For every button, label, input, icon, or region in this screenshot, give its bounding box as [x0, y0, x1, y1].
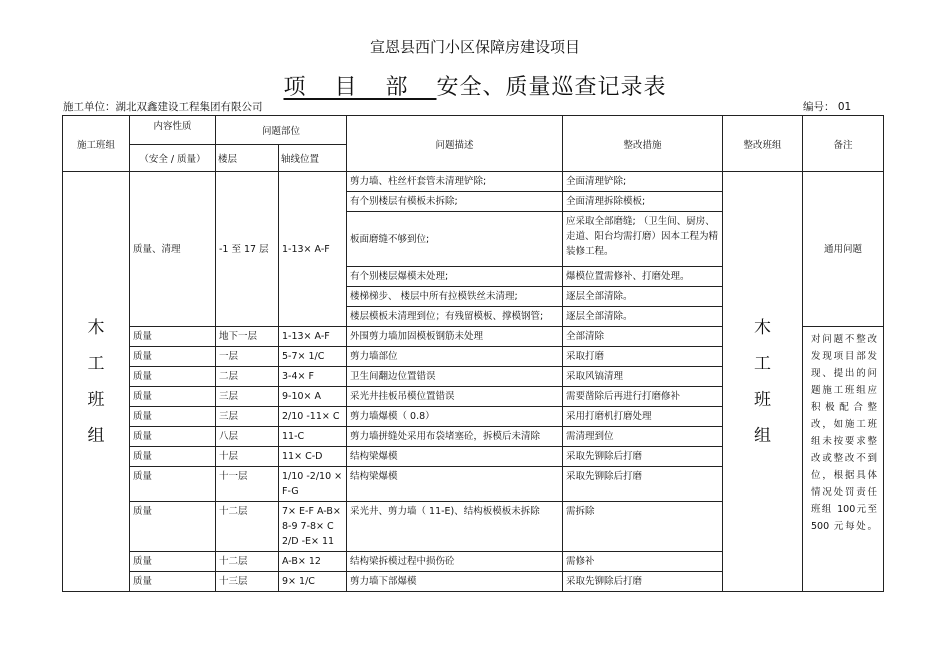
- group-nature: 质量、清理: [130, 172, 216, 327]
- row-measure: 采取风镐清理: [563, 367, 723, 387]
- row-nature: 质量: [130, 367, 216, 387]
- row-desc: 采光井、剪力墙（ 11-E)、结构板模板未拆除: [347, 502, 563, 552]
- col-floor: 楼层: [216, 145, 279, 172]
- row-nature: 质量: [130, 347, 216, 367]
- row-measure: 全部清除: [563, 327, 723, 347]
- row-measure: 采取先铆除后打磨: [563, 447, 723, 467]
- row-nature: 质量: [130, 447, 216, 467]
- row-desc: 剪力墙部位: [347, 347, 563, 367]
- row-nature: 质量: [130, 407, 216, 427]
- fix-measure: 爆模位置需修补、打磨处理。: [563, 267, 723, 287]
- fix-measure: 全面清理铲除;: [563, 172, 723, 192]
- group-floor: -1 至 17 层: [216, 172, 279, 327]
- row-desc: 外围剪力墙加固模板钢筋未处理: [347, 327, 563, 347]
- fix-team-char: 工: [754, 353, 772, 374]
- fix-team-char: 组: [754, 425, 772, 446]
- col-measure: 整改措施: [563, 116, 723, 172]
- col-desc: 问题描述: [347, 116, 563, 172]
- row-floor: 八层: [216, 427, 279, 447]
- row-axis: 9-10× A: [279, 387, 347, 407]
- row-axis: 5-7× 1/C: [279, 347, 347, 367]
- row-axis: 9× 1/C: [279, 572, 347, 592]
- row-nature: 质量: [130, 327, 216, 347]
- team-name-cell: [63, 172, 130, 592]
- col-fix-team: 整改班组: [723, 116, 803, 172]
- row-floor: 地下一层: [216, 327, 279, 347]
- row-axis: 11× C-D: [279, 447, 347, 467]
- team-char: 班: [87, 389, 105, 410]
- row-axis: 1-13× A-F: [279, 327, 347, 347]
- row-measure: 采取先铆除后打磨: [563, 572, 723, 592]
- row-desc: 剪力墙拼缝处采用布袋堵塞砼，拆模后未清除: [347, 427, 563, 447]
- page-title: [0, 70, 950, 101]
- team-char: 组: [87, 425, 105, 446]
- col-nature: 内容性质: [130, 116, 216, 145]
- issue-desc: 楼层模板未清理到位；有残留模板、撑模钢管;: [347, 307, 563, 327]
- team-char: 工: [87, 353, 105, 374]
- row-desc: 剪力墙下部爆模: [347, 572, 563, 592]
- row-desc: 结构梁拆模过程中损伤砼: [347, 552, 563, 572]
- row-desc: 剪力墙爆模（ 0.8）: [347, 407, 563, 427]
- row-desc: 采光井挂板吊模位置错误: [347, 387, 563, 407]
- row-measure: 采取打磨: [563, 347, 723, 367]
- row-measure: 采取先铆除后打磨: [563, 467, 723, 502]
- remark-penalty: 对问题不整改发现项目部发现、提出的问题施工班组应积极配合整改，如施工班组未按要求整改或整改不到位，根据具体情况处罚责任班组 100元至 500 元每处。: [803, 327, 884, 592]
- row-floor: 十二层: [216, 502, 279, 552]
- col-team: 施工班组: [63, 116, 130, 172]
- row-floor: 一层: [216, 347, 279, 367]
- issue-desc: 楼梯梯步、 楼层中所有拉模铁丝未清理;: [347, 287, 563, 307]
- row-axis: 3-4× F: [279, 367, 347, 387]
- col-remark: 备注: [803, 116, 884, 172]
- row-axis: 7× E-F A-B× 8-9 7-8× C 2/D -E× 11: [279, 502, 347, 552]
- row-measure: 采用打磨机打磨处理: [563, 407, 723, 427]
- remark-general: 通用问题: [803, 172, 884, 327]
- row-floor: 三层: [216, 387, 279, 407]
- col-axis: 轴线位置: [279, 145, 347, 172]
- fix-team-cell: [723, 172, 803, 592]
- row-desc: 卫生间翻边位置错误: [347, 367, 563, 387]
- row-floor: 十一层: [216, 467, 279, 502]
- row-nature: 质量: [130, 572, 216, 592]
- row-desc: 结构梁爆模: [347, 447, 563, 467]
- issue-desc: 板面磨缝不够到位;: [347, 212, 563, 267]
- fix-measure: 逐层全部清除。: [563, 287, 723, 307]
- fix-team-char: 木: [754, 317, 772, 338]
- row-floor: 三层: [216, 407, 279, 427]
- inspection-table: [62, 115, 884, 592]
- row-axis: 11-C: [279, 427, 347, 447]
- fix-measure: 应采取全部磨缝; （卫生间、厨房、走道、阳台均需打磨）因本工程为精装修工程。: [563, 212, 723, 267]
- row-nature: 质量: [130, 502, 216, 552]
- col-location: 问题部位: [216, 116, 347, 145]
- title-underlined-part: 项 目 部: [283, 75, 437, 100]
- row-measure: 需修补: [563, 552, 723, 572]
- record-number: 编号： 01: [803, 101, 852, 113]
- issue-desc: 剪力墙、柱丝杆套管未清理铲除;: [347, 172, 563, 192]
- row-floor: 十三层: [216, 572, 279, 592]
- row-nature: 质量: [130, 467, 216, 502]
- col-nature-sub: （安全 / 质量）: [130, 145, 216, 172]
- fix-team-char: 班: [754, 389, 772, 410]
- title-main-part: 安全、质量巡查记录表: [436, 75, 667, 100]
- row-nature: 质量: [130, 552, 216, 572]
- row-nature: 质量: [130, 427, 216, 447]
- issue-desc: 有个别楼层爆模未处理;: [347, 267, 563, 287]
- issue-desc: 有个别楼层有模板未拆除;: [347, 192, 563, 212]
- construction-unit: 施工单位：湖北双鑫建设工程集团有限公司: [63, 101, 263, 113]
- team-char: 木: [87, 317, 105, 338]
- row-floor: 十二层: [216, 552, 279, 572]
- row-axis: A-B× 12: [279, 552, 347, 572]
- group-axis: 1-13× A-F: [279, 172, 347, 327]
- row-measure: 需要凿除后再进行打磨修补: [563, 387, 723, 407]
- row-axis: 2/10 -11× C: [279, 407, 347, 427]
- row-desc: 结构梁爆模: [347, 467, 563, 502]
- row-measure: 需清理到位: [563, 427, 723, 447]
- row-measure: 需拆除: [563, 502, 723, 552]
- fix-measure: 逐层全部清除。: [563, 307, 723, 327]
- row-axis: 1/10 -2/10 × F-G: [279, 467, 347, 502]
- row-floor: 十层: [216, 447, 279, 467]
- row-nature: 质量: [130, 387, 216, 407]
- fix-measure: 全面清理拆除模板;: [563, 192, 723, 212]
- row-floor: 二层: [216, 367, 279, 387]
- project-subtitle: 宣恩县西门小区保障房建设项目: [369, 38, 580, 56]
